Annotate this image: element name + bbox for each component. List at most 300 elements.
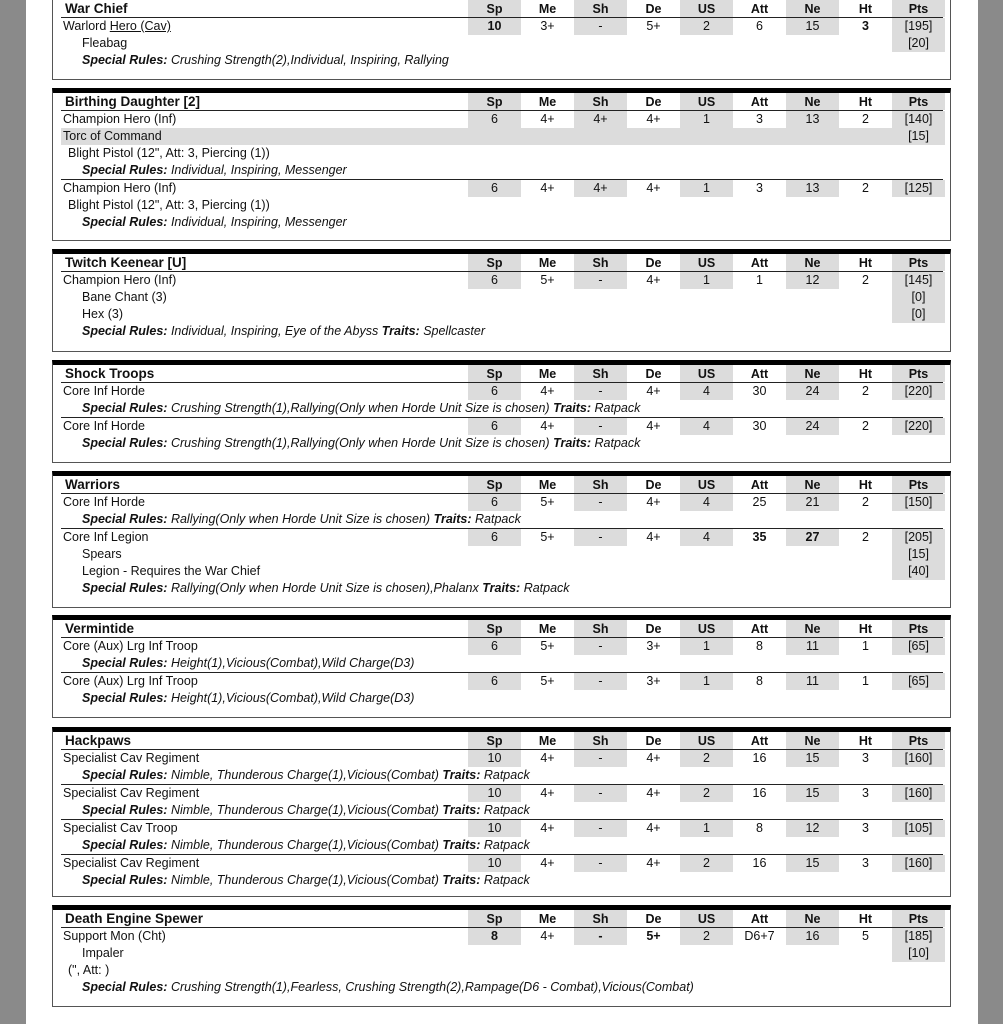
traits-label: Traits: [381, 324, 420, 338]
unit-entry-row [61, 417, 943, 435]
column-header-de: De [645, 367, 662, 381]
stat-us: 2 [680, 928, 733, 945]
special-rules [82, 435, 640, 452]
column-header-pts: Pts [892, 910, 945, 927]
special-rules [82, 323, 485, 340]
column-header-sh: Sh [574, 732, 627, 749]
special-rules-row [61, 690, 943, 707]
upgrade-row [61, 306, 943, 323]
unit-entry-row [61, 18, 943, 35]
stat-ne: 15 [786, 855, 839, 872]
stat-att: 8 [756, 821, 763, 835]
unit-type-prefix: Warlord [63, 19, 110, 33]
stat-de: 4+ [646, 273, 661, 287]
special-rules-text: Height(1),Vicious(Combat),Wild Charge(D3) [170, 691, 415, 705]
stat-pts: [140] [892, 111, 945, 128]
stat-ne: 12 [786, 272, 839, 289]
column-header-sh: Sh [574, 0, 627, 17]
stat-sh: - [574, 928, 627, 945]
special-rules [82, 580, 570, 597]
stat-sh: - [574, 820, 627, 837]
column-header-ne: Ne [786, 620, 839, 637]
column-header-de: De [645, 256, 662, 270]
special-rules-row [61, 837, 943, 854]
traits-label: Traits: [442, 768, 481, 782]
unit-type: Core (Aux) Lrg Inf Troop [63, 639, 198, 653]
unit-card [52, 727, 951, 897]
upgrade-row [61, 289, 943, 306]
stat-pts: [105] [892, 820, 945, 837]
column-header-sp: Sp [468, 0, 521, 17]
stat-ht: 2 [862, 181, 869, 195]
special-rules-label: Special Rules: [82, 512, 168, 526]
unit-name: War Chief [65, 1, 128, 16]
special-rules-text: Individual, Inspiring, Messenger [170, 163, 347, 177]
unit-card [52, 360, 951, 463]
column-header-att: Att [750, 478, 769, 492]
stat-us: 1 [680, 638, 733, 655]
upgrade-name: Fleabag [82, 36, 128, 50]
stat-pts: [160] [892, 855, 945, 872]
traits-label: Traits: [442, 838, 481, 852]
special-rules-row [61, 162, 943, 179]
unit-type [63, 18, 171, 35]
upgrade-points: [10] [892, 945, 945, 962]
unit-entry-row [61, 854, 943, 872]
stat-de: 4+ [646, 384, 661, 398]
special-rules-text: Crushing Strength(1),Rallying(Only when Horde Unit Size is chosen) [170, 401, 550, 415]
stat-me: 4+ [540, 929, 555, 943]
stat-sp: 6 [468, 494, 521, 511]
special-rules-row [61, 52, 943, 69]
column-header-us: US [680, 93, 733, 110]
column-header-pts: Pts [892, 620, 945, 637]
stat-sp: 6 [468, 383, 521, 400]
stat-sp: 10 [468, 18, 521, 35]
special-rules-text: Nimble, Thunderous Charge(1),Vicious(Combat) [170, 838, 439, 852]
special-rules-row [61, 979, 943, 996]
stat-de: 3+ [646, 639, 661, 653]
special-rules [82, 511, 521, 528]
upgrade-points: [15] [892, 546, 945, 563]
stat-de: 4+ [646, 181, 661, 195]
special-rules-label: Special Rules: [82, 324, 168, 338]
stat-sh: - [574, 418, 627, 435]
stat-ne: 15 [786, 750, 839, 767]
stat-att: 16 [752, 786, 767, 800]
stat-ht: 1 [862, 639, 869, 653]
unit-type: Champion Hero (Inf) [63, 181, 177, 195]
unit-entry-row [61, 528, 943, 546]
stat-att: 30 [752, 419, 767, 433]
column-header-us: US [680, 620, 733, 637]
special-rules-label: Special Rules: [82, 53, 168, 67]
column-header-sp: Sp [468, 910, 521, 927]
stat-ne: 11 [786, 638, 839, 655]
unit-type: Core Inf Horde [63, 419, 145, 433]
special-rules-row [61, 767, 943, 784]
upgrade-row [61, 35, 943, 52]
unit-name: Warriors [65, 477, 121, 492]
column-header-me: Me [538, 622, 557, 636]
stat-att: 3 [756, 181, 763, 195]
stat-ht: 2 [862, 419, 869, 433]
traits-text: Ratpack [483, 873, 530, 887]
column-header-ne: Ne [786, 476, 839, 493]
column-header-sp: Sp [468, 254, 521, 271]
upgrade-row [61, 563, 943, 580]
stat-us: 2 [680, 750, 733, 767]
stat-sp: 6 [468, 111, 521, 128]
stat-me: 5+ [540, 639, 555, 653]
stat-ht: 3 [862, 751, 869, 765]
traits-label: Traits: [442, 873, 481, 887]
stat-sh: 4+ [574, 111, 627, 128]
stat-sp: 10 [468, 785, 521, 802]
special-rules-row [61, 435, 943, 452]
column-header-sp: Sp [468, 93, 521, 110]
stat-pts: [220] [892, 418, 945, 435]
column-header-de: De [645, 622, 662, 636]
stat-att: 8 [756, 639, 763, 653]
special-rules-row [61, 802, 943, 819]
column-header-me: Me [538, 95, 557, 109]
stat-sp: 6 [468, 638, 521, 655]
traits-label: Traits: [482, 581, 521, 595]
unit-header [61, 732, 943, 750]
stat-de: 4+ [646, 495, 661, 509]
column-header-sh: Sh [574, 93, 627, 110]
stat-de: 4+ [646, 419, 661, 433]
upgrade-row [61, 128, 943, 145]
stat-att: D6+7 [744, 929, 775, 943]
stat-me: 5+ [540, 674, 555, 688]
stat-pts: [145] [892, 272, 945, 289]
special-rules [82, 767, 530, 784]
unit-type: Core (Aux) Lrg Inf Troop [63, 674, 198, 688]
column-header-ne: Ne [786, 365, 839, 382]
stat-ne: 12 [786, 820, 839, 837]
stat-me: 4+ [540, 419, 555, 433]
upgrade-row [61, 546, 943, 563]
unit-entry-row [61, 272, 943, 289]
column-header-pts: Pts [892, 93, 945, 110]
column-header-de: De [645, 734, 662, 748]
unit-header [61, 254, 943, 272]
unit-card [52, 615, 951, 718]
column-header-de: De [645, 2, 662, 16]
special-rules-text: Rallying(Only when Horde Unit Size is chosen) [170, 512, 431, 526]
stat-me: 4+ [540, 856, 555, 870]
unit-type: Specialist Cav Regiment [63, 751, 200, 765]
stat-me: 4+ [540, 751, 555, 765]
stat-pts: [185] [892, 928, 945, 945]
unit-type: Specialist Cav Regiment [63, 856, 200, 870]
column-header-sh: Sh [574, 254, 627, 271]
traits-label: Traits: [442, 803, 481, 817]
traits-text: Ratpack [594, 401, 641, 415]
stat-ne: 24 [786, 383, 839, 400]
stat-ne: 15 [786, 18, 839, 35]
upgrade-name: Spears [82, 547, 122, 561]
unit-type: Specialist Cav Regiment [63, 786, 200, 800]
column-header-de: De [645, 478, 662, 492]
stat-de: 4+ [646, 112, 661, 126]
unit-type: Core Inf Horde [63, 384, 145, 398]
stat-sp: 6 [468, 418, 521, 435]
upgrade-name: Impaler [82, 946, 124, 960]
special-rules-row [61, 214, 943, 231]
traits-text: Ratpack [594, 436, 641, 450]
special-rules-text: Crushing Strength(1),Fearless, Crushing Strength(2),Rampage(D6 - Combat),Vicious(Combat) [170, 980, 694, 994]
stat-us: 2 [680, 785, 733, 802]
stat-sp: 6 [468, 180, 521, 197]
column-header-ht: Ht [858, 256, 873, 270]
column-header-ne: Ne [786, 910, 839, 927]
unit-entry-row [61, 638, 943, 655]
unit-card [52, 0, 951, 80]
stat-sp: 10 [468, 820, 521, 837]
column-header-me: Me [538, 734, 557, 748]
unit-name: Vermintide [65, 621, 135, 636]
stat-sh: - [574, 18, 627, 35]
stat-me: 4+ [540, 112, 555, 126]
unit-name: Birthing Daughter [2] [65, 94, 200, 109]
stat-ne: 13 [786, 111, 839, 128]
column-header-att: Att [750, 912, 769, 926]
stat-ne: 27 [786, 529, 839, 546]
unit-type: Core Inf Horde [63, 495, 145, 509]
special-rules-row [61, 580, 943, 597]
stat-att: 3 [756, 112, 763, 126]
column-header-us: US [680, 365, 733, 382]
stat-me: 4+ [540, 821, 555, 835]
column-header-att: Att [750, 95, 769, 109]
unit-type: Core Inf Legion [63, 530, 149, 544]
traits-label: Traits: [553, 436, 592, 450]
special-rules [82, 52, 449, 69]
column-header-ne: Ne [786, 93, 839, 110]
stat-sh: - [574, 383, 627, 400]
column-header-sh: Sh [574, 476, 627, 493]
stat-us: 1 [680, 180, 733, 197]
special-rules-row [61, 511, 943, 528]
stat-pts: [205] [892, 529, 945, 546]
stat-us: 1 [680, 272, 733, 289]
special-rules-label: Special Rules: [82, 401, 168, 415]
unit-header [61, 620, 943, 638]
special-rules [82, 690, 414, 707]
stat-ne: 15 [786, 785, 839, 802]
stat-pts: [125] [892, 180, 945, 197]
stat-pts: [195] [892, 18, 945, 35]
special-rules [82, 655, 414, 672]
stat-ht: 3 [862, 856, 869, 870]
traits-text: Ratpack [475, 512, 521, 526]
upgrade-points: [0] [892, 306, 945, 323]
stat-sp: 8 [468, 928, 521, 945]
column-header-sh: Sh [574, 365, 627, 382]
unit-card [52, 249, 951, 352]
stat-att: 35 [752, 530, 767, 544]
special-rules-text: Rallying(Only when Horde Unit Size is chosen),Phalanx [170, 581, 479, 595]
stat-ht: 2 [862, 530, 869, 544]
stat-att: 16 [752, 751, 767, 765]
column-header-ne: Ne [786, 0, 839, 17]
stat-ne: 21 [786, 494, 839, 511]
upgrade-name: Hex (3) [82, 307, 123, 321]
stat-pts: [65] [892, 673, 945, 690]
stat-sp: 10 [468, 855, 521, 872]
stat-ht: 3 [862, 786, 869, 800]
weapon-profile: Blight Pistol (12", Att: 3, Piercing (1)) [68, 146, 270, 160]
stat-me: 4+ [540, 384, 555, 398]
stat-ht: 3 [862, 821, 869, 835]
special-rules-row [61, 872, 943, 889]
stat-ht: 2 [862, 273, 869, 287]
stat-att: 16 [752, 856, 767, 870]
special-rules [82, 400, 640, 417]
stat-us: 4 [680, 529, 733, 546]
stat-att: 8 [756, 674, 763, 688]
stat-ht: 5 [862, 929, 869, 943]
unit-card [52, 905, 951, 1007]
column-header-sp: Sp [468, 365, 521, 382]
stat-ne: 11 [786, 673, 839, 690]
stat-att: 1 [756, 273, 763, 287]
stat-pts: [160] [892, 750, 945, 767]
stat-sp: 10 [468, 750, 521, 767]
unit-entry-row [61, 494, 943, 511]
stat-me: 5+ [540, 495, 555, 509]
special-rules [82, 837, 530, 854]
stat-sh: - [574, 750, 627, 767]
traits-text: Ratpack [483, 768, 530, 782]
stat-de: 3+ [646, 674, 661, 688]
unit-entry-row [61, 750, 943, 767]
column-header-sp: Sp [468, 732, 521, 749]
stat-ht: 2 [862, 495, 869, 509]
stat-de: 5+ [646, 929, 661, 943]
special-rules-row [61, 323, 943, 340]
weapon-profile: (", Att: ) [68, 963, 110, 977]
stat-us: 1 [680, 111, 733, 128]
traits-text: Spellcaster [423, 324, 486, 338]
weapon-row [61, 197, 943, 214]
stat-ht: 3 [862, 19, 869, 33]
special-rules [82, 872, 530, 889]
stat-ne: 13 [786, 180, 839, 197]
special-rules-text: Nimble, Thunderous Charge(1),Vicious(Combat) [170, 768, 439, 782]
special-rules-row [61, 655, 943, 672]
unit-header [61, 476, 943, 494]
stat-me: 4+ [540, 786, 555, 800]
weapon-profile: Blight Pistol (12", Att: 3, Piercing (1)) [68, 198, 270, 212]
column-header-ht: Ht [858, 95, 873, 109]
unit-type-link[interactable]: Hero (Cav) [109, 19, 171, 33]
column-header-me: Me [538, 367, 557, 381]
stat-me: 3+ [540, 19, 555, 33]
column-header-pts: Pts [892, 0, 945, 17]
stat-sh: - [574, 529, 627, 546]
upgrade-row [61, 945, 943, 962]
column-header-me: Me [538, 912, 557, 926]
traits-text: Ratpack [483, 838, 530, 852]
column-header-ht: Ht [858, 734, 873, 748]
column-header-de: De [645, 95, 662, 109]
stat-sp: 6 [468, 529, 521, 546]
stat-att: 25 [752, 495, 767, 509]
stat-sh: - [574, 638, 627, 655]
special-rules-label: Special Rules: [82, 163, 168, 177]
stat-pts: [160] [892, 785, 945, 802]
special-rules-label: Special Rules: [82, 656, 168, 670]
unit-entry-row [61, 383, 943, 400]
special-rules-label: Special Rules: [82, 768, 168, 782]
stat-ht: 2 [862, 384, 869, 398]
unit-type: Support Mon (Cht) [63, 929, 166, 943]
stat-us: 2 [680, 855, 733, 872]
upgrade-points: [0] [892, 289, 945, 306]
unit-entry-row [61, 111, 943, 128]
stat-us: 1 [680, 820, 733, 837]
column-header-us: US [680, 0, 733, 17]
stat-us: 4 [680, 383, 733, 400]
upgrade-points: [40] [892, 563, 945, 580]
column-header-me: Me [538, 478, 557, 492]
stat-us: 4 [680, 418, 733, 435]
unit-entry-row [61, 179, 943, 197]
stat-us: 4 [680, 494, 733, 511]
unit-card [52, 88, 951, 241]
column-header-att: Att [750, 622, 769, 636]
special-rules-label: Special Rules: [82, 838, 168, 852]
upgrade-name: Legion - Requires the War Chief [82, 564, 261, 578]
special-rules-text: Nimble, Thunderous Charge(1),Vicious(Combat) [170, 803, 439, 817]
unit-entry-row [61, 819, 943, 837]
column-header-att: Att [750, 734, 769, 748]
unit-name: Death Engine Spewer [65, 911, 204, 926]
stat-ht: 1 [862, 674, 869, 688]
unit-type: Champion Hero (Inf) [63, 112, 177, 126]
column-header-pts: Pts [892, 254, 945, 271]
unit-name: Hackpaws [65, 733, 132, 748]
upgrade-name: Torc of Command [63, 129, 162, 143]
stat-sh: - [574, 785, 627, 802]
stat-att: 30 [752, 384, 767, 398]
stat-me: 4+ [540, 181, 555, 195]
column-header-pts: Pts [892, 732, 945, 749]
traits-label: Traits: [553, 401, 592, 415]
column-header-sp: Sp [468, 620, 521, 637]
stat-de: 4+ [646, 821, 661, 835]
stat-sh: - [574, 272, 627, 289]
special-rules-label: Special Rules: [82, 691, 168, 705]
unit-header [61, 365, 943, 383]
stat-us: 1 [680, 673, 733, 690]
special-rules-text: Crushing Strength(1),Rallying(Only when Horde Unit Size is chosen) [170, 436, 550, 450]
stat-sh: - [574, 673, 627, 690]
special-rules-label: Special Rules: [82, 873, 168, 887]
column-header-sh: Sh [574, 620, 627, 637]
column-header-ne: Ne [786, 732, 839, 749]
column-header-us: US [680, 476, 733, 493]
stat-sp: 6 [468, 673, 521, 690]
stat-me: 5+ [540, 530, 555, 544]
stat-pts: [150] [892, 494, 945, 511]
column-header-ht: Ht [858, 478, 873, 492]
column-header-sh: Sh [574, 910, 627, 927]
